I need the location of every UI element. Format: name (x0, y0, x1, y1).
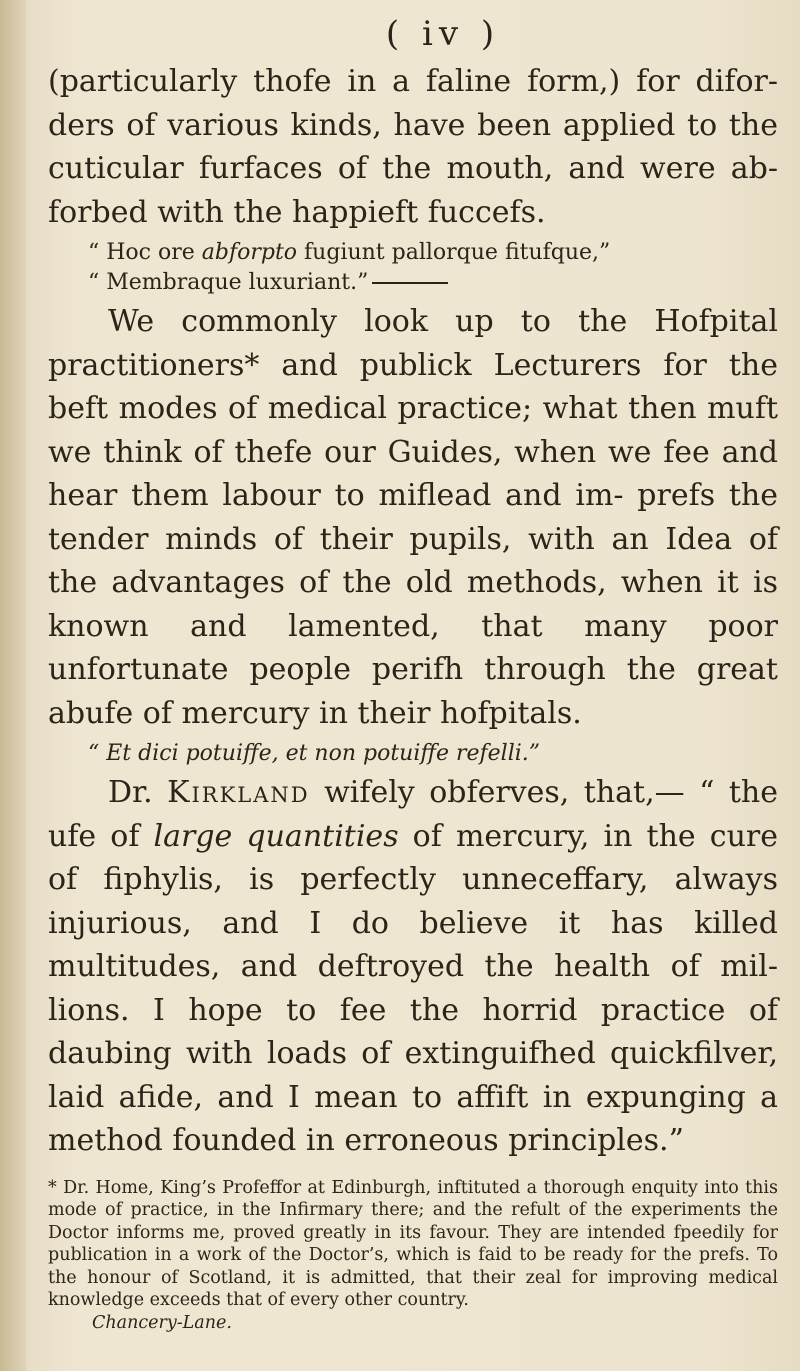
paragraph-3-prefix: Dr. (108, 775, 168, 810)
footnote-signature: Chancery-Lane. (92, 1312, 232, 1333)
latin-quote-2 (88, 739, 778, 769)
page-content (48, 14, 778, 1334)
quote-1-italic: abforpto (201, 240, 298, 265)
footnote-text: * Dr. Home, King’s Profeffor at Edinburgh, inftituted a thorough enquity into this mode of practice, in the Infirmary there; and the refult of the experiments the Doctor informs me, proved greatly in its favour. They are intended fpeedily for publication in a work of the Doctor’s, which is faid to be ready for the prefs. To the honour of Scotland, it is admitted, that their zeal for improving medical knowledge exceeds that of every other country. (48, 1177, 778, 1310)
latin-quote-1-line-2 (88, 268, 778, 298)
latin-quote-1 (88, 238, 778, 298)
paragraph-3-text-2: of mercury, in the cure of fiphylis, is perfectly unneceffary, always injurious, and I do believe it has killed multitudes, and deftroyed the health of mil- lions. I hope to fee the horrid practice of daubing with loads of extinguifhed quickfilver, laid afide, and I mean to affift in expunging a method founded in erroneous principles.” (48, 818, 778, 1158)
paragraph-3 (48, 771, 778, 1163)
page-number: ( iv ) (385, 14, 501, 54)
paragraph-2: We commonly look up to the Hofpital practitioners* and publick Lecturers for the beft modes of medical practice; what then muft we think of thefe our Guides, when we fee and hear them labour to miflead and im- prefs the tender minds of their pupils, with an Idea of the advantages of the old methods, when it is known and lamented, that many poor unfortunate people perifh through the great abufe of mercury in their hofpitals. (48, 304, 778, 731)
paragraph-3-text-1: wifely obferves, that,— “ the ufe of (48, 775, 778, 854)
quote-1-line-2-text: “ Membraque luxuriant.” (88, 270, 369, 295)
quote-rule (372, 282, 448, 284)
footnote (48, 1177, 778, 1335)
latin-quote-2-text: “ Et dici potuiffe, et non potuiffe refelli.” (88, 741, 541, 766)
paragraph-3-italic: large quantities (153, 818, 399, 854)
paragraph-1: (particularly thofe in a faline form,) for difor- ders of various kinds, have been applied to the cuticular furfaces of the mouth, and were ab- forbed with the happieft fuccefs. (48, 64, 778, 230)
page-gutter (0, 0, 26, 1371)
quote-1-suffix: fugiunt pallorque fitufque,” (297, 240, 611, 265)
latin-quote-1-line-1 (88, 238, 778, 268)
author-name: Kirkland (167, 775, 310, 810)
quote-1-prefix: “ Hoc ore (88, 240, 202, 265)
